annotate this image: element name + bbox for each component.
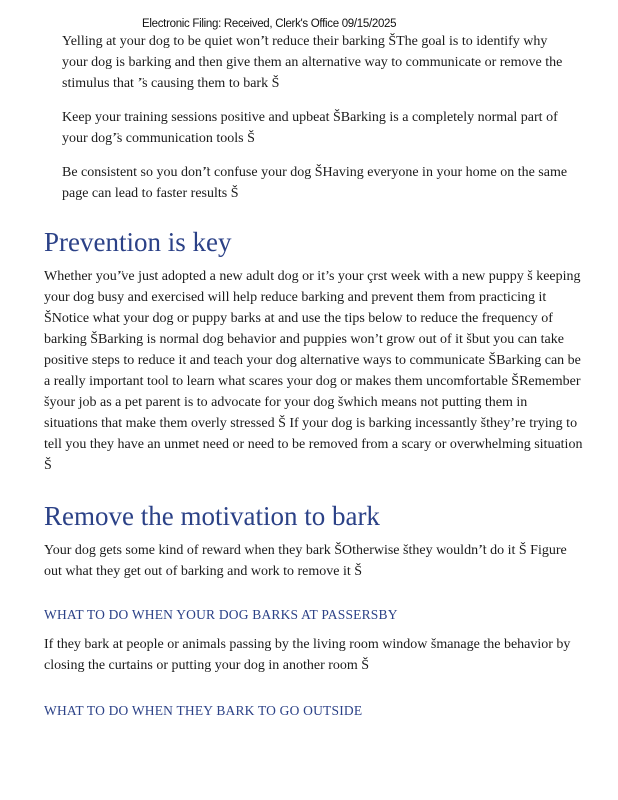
tip-consistency: Be consistent so you donʼ̈t confuse your dog ŠHaving everyone in your home on the same page can lead to faster results Š	[62, 165, 568, 201]
prevention-heading: Prevention is key	[44, 227, 232, 257]
filing-stamp: Electronic Filing: Received, Clerk's Office 09/15/2025	[142, 18, 397, 30]
tips-list	[62, 31, 572, 217]
motivation-body: Your dog gets some kind of reward when they bark ŠOtherwise šthey wouldnʼ̈t do it Š Figure out what they get out of barking and work to remove it Š	[44, 543, 567, 579]
tip-positive-sessions: Keep your training sessions positive and upbeat ŠBarking is a completely normal part of your dogʼ̈s communication tools Š	[62, 110, 558, 146]
motivation-heading: Remove the motivation to bark	[44, 501, 380, 531]
passersby-body: If they bark at people or animals passing by the living room window šmanage the behavior by closing the curtains or putting your dog in another room Š	[44, 637, 571, 673]
prevention-body: Whether youʼ̈ve just adopted a new adult dog or it’s your çrst week with a new puppy š keeping your dog busy and exercised will help reduce barking and prevent them from practicing it ŠNotice what your dog or puppy barks at and use the tips below to reduce the frequency of barking ŠBarking is normal dog behavior and puppies won’t grow out of it šbut you can take positive steps to reduce it and teach your dog alternative ways to communicate ŠBarking can be a really important tool to learn what scares your dog or makes them uncomfortable ŠRemember šyour job as a pet parent is to advocate for your dog šwhich means not putting them in situations that make them overly stressed Š If your dog is barking incessantly šthey’re trying to tell you they have an unmet need or need to be removed from a scary or overwhelming situation Š	[44, 269, 583, 473]
outside-heading: WHAT TO DO WHEN THEY BARK TO GO OUTSIDE	[44, 703, 363, 718]
passersby-heading: WHAT TO DO WHEN YOUR DOG BARKS AT PASSERSBY	[44, 607, 398, 622]
main-content	[44, 226, 584, 730]
tip-yelling: Yelling at your dog to be quiet wonʼ̈t reduce their barking ŠThe goal is to identify why your dog is barking and then give them an alternative way to communicate or remove the stimulus that ʼ̈s causing them to bark Š	[62, 34, 563, 91]
